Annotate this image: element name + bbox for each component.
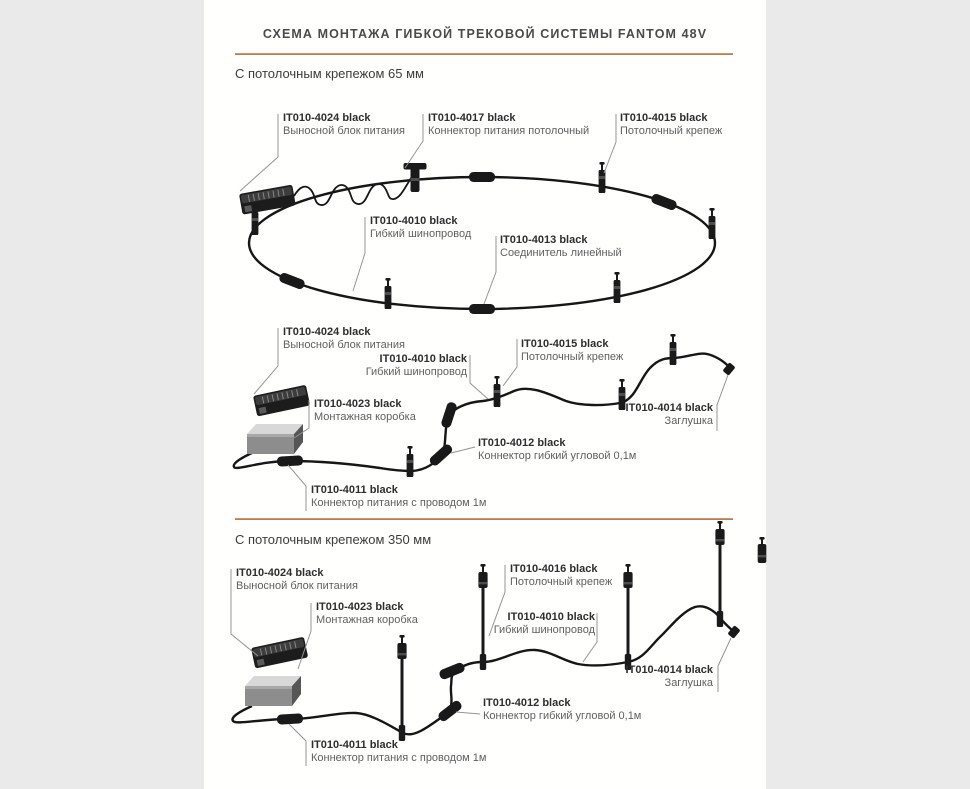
- part-code: IT010-4024 black: [236, 567, 324, 579]
- part-code: IT010-4013 black: [500, 234, 588, 246]
- part-code: IT010-4011 black: [311, 739, 398, 751]
- label-4015-oval: [620, 112, 722, 138]
- ceiling-mount-pin: [670, 334, 677, 365]
- part-desc: Коннектор гибкий угловой 0,1м: [483, 710, 642, 722]
- part-code: IT010-4023 black: [314, 398, 402, 410]
- part-desc: Заглушка: [664, 415, 713, 427]
- ceiling-mount-pin: [599, 162, 606, 193]
- part-desc: Коннектор питания с проводом 1м: [311, 497, 487, 509]
- label-4012-wave350: [483, 697, 641, 723]
- part-desc: Выносной блок питания: [283, 339, 405, 351]
- part-desc: Заглушка: [664, 677, 713, 689]
- part-code: IT010-4011 black: [311, 484, 398, 496]
- part-code: IT010-4014 black: [625, 664, 713, 676]
- mounting-box: [245, 676, 301, 706]
- power-feed-connector: [277, 713, 303, 724]
- mounting-box: [247, 424, 303, 454]
- part-desc: Монтажная коробка: [316, 614, 418, 626]
- part-desc: Потолочный крепеж: [521, 351, 624, 363]
- part-code: IT010-4024 black: [283, 112, 371, 124]
- part-desc: Коннектор питания потолочный: [428, 125, 590, 137]
- label-4023-wave350: [316, 601, 418, 627]
- label-4023-wave65: [314, 398, 416, 424]
- ceiling-mount-pin: [619, 379, 626, 410]
- part-code: IT010-4014 black: [625, 402, 713, 414]
- label-4010-oval: [370, 215, 471, 241]
- part-code: IT010-4023 black: [316, 601, 404, 613]
- suspension-rod: [623, 564, 632, 670]
- part-desc: Монтажная коробка: [314, 411, 416, 423]
- suspension-rod: [478, 564, 487, 670]
- ceiling-mount-pin: [494, 376, 501, 407]
- accent-divider: [235, 518, 733, 520]
- track-path: [249, 177, 715, 309]
- label-4010-wave65: [366, 353, 467, 379]
- label-4011-wave65: [311, 484, 486, 510]
- part-desc: Потолочный крепеж: [510, 576, 613, 588]
- part-code: IT010-4015 black: [521, 338, 609, 350]
- label-4013-oval: [500, 234, 622, 260]
- section-heading-350mm: С потолочным крепежом 350 мм: [235, 532, 432, 547]
- part-code: IT010-4010 black: [379, 353, 467, 365]
- label-4017-oval: [428, 112, 589, 138]
- part-code: IT010-4015 black: [620, 112, 708, 124]
- part-desc: Коннектор питания с проводом 1м: [311, 752, 487, 764]
- corner-connector: [437, 699, 464, 723]
- ceiling-mount-pin: [385, 278, 392, 309]
- ceiling-mount-pin: [614, 272, 621, 303]
- corner-connector: [428, 443, 454, 468]
- part-code: IT010-4024 black: [283, 326, 371, 338]
- label-4024-oval: [283, 112, 405, 138]
- suspension-rod: [397, 635, 406, 741]
- mount-detail-stub: [758, 537, 767, 563]
- linear-connector: [469, 304, 495, 314]
- part-desc: Выносной блок питания: [283, 125, 405, 137]
- page-title: СХЕМА МОНТАЖА ГИБКОЙ ТРЕКОВОЙ СИСТЕМЫ FANTOM 48V: [262, 27, 708, 41]
- part-desc: Коннектор гибкий угловой 0,1м: [478, 450, 637, 462]
- label-4024-wave350: [236, 567, 358, 593]
- linear-connector: [278, 272, 306, 291]
- label-4014-wave350: [626, 664, 713, 690]
- label-4011-wave350: [311, 739, 486, 765]
- label-4016-wave350: [510, 563, 612, 589]
- part-code: IT010-4016 black: [510, 563, 598, 575]
- diagram-oval-65mm: [239, 162, 715, 314]
- power-supply-unit: [253, 385, 310, 417]
- part-code: IT010-4010 black: [507, 611, 595, 623]
- part-desc: Гибкий шинопровод: [365, 366, 467, 378]
- accent-divider: [235, 53, 733, 55]
- power-feed-connector: [277, 455, 303, 466]
- linear-connector: [650, 193, 678, 212]
- section-heading-65mm: С потолочным крепежом 65 мм: [235, 66, 424, 81]
- part-code: IT010-4017 black: [428, 112, 516, 124]
- part-desc: Гибкий шинопровод: [493, 624, 595, 636]
- label-4014-wave65: [626, 402, 713, 428]
- label-4012-wave65: [478, 437, 636, 463]
- part-desc: Гибкий шинопровод: [370, 228, 472, 240]
- label-4015-wave65: [521, 338, 623, 364]
- part-desc: Соединитель линейный: [500, 247, 622, 259]
- ceiling-power-connector: [404, 163, 427, 192]
- power-supply-unit: [239, 185, 296, 215]
- ceiling-mount-pin: [407, 446, 414, 477]
- label-4010-wave350: [494, 611, 595, 637]
- part-code: IT010-4012 black: [478, 437, 566, 449]
- part-code: IT010-4010 black: [370, 215, 458, 227]
- corner-connector: [440, 401, 458, 429]
- label-4024-wave65: [283, 326, 405, 352]
- part-desc: Выносной блок питания: [236, 580, 358, 592]
- suspension-rod: [715, 521, 724, 627]
- ceiling-mount-pin: [709, 208, 716, 239]
- end-cap: [722, 362, 735, 376]
- linear-connector: [469, 172, 495, 182]
- part-code: IT010-4012 black: [483, 697, 571, 709]
- part-desc: Потолочный крепеж: [620, 125, 723, 137]
